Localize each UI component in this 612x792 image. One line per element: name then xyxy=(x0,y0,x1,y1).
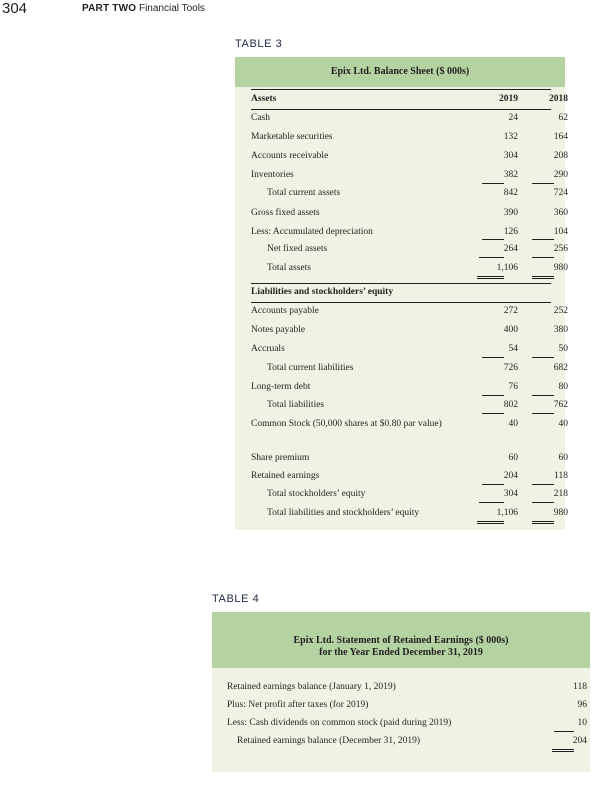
row-label: Accounts payable xyxy=(251,306,319,316)
row-value: 118 xyxy=(573,682,587,692)
value-2019: 726 xyxy=(503,363,518,373)
part-label: PART TWO xyxy=(82,3,137,14)
value-2019: 40 xyxy=(508,419,518,429)
table-row xyxy=(251,244,568,258)
value-2018: 40 xyxy=(558,419,568,429)
subtotal-underline xyxy=(482,357,504,358)
table-row xyxy=(251,471,568,485)
subtotal-underline xyxy=(479,502,504,503)
row-label: Net fixed assets xyxy=(267,244,328,254)
table-row xyxy=(251,188,568,202)
value-2018: 380 xyxy=(553,325,568,335)
value-2018: 104 xyxy=(553,227,568,237)
balance-sheet-table xyxy=(235,57,568,530)
top-rule xyxy=(251,89,551,90)
value-2019: 400 xyxy=(503,325,518,335)
value-2018: 80 xyxy=(558,382,568,392)
table-row xyxy=(251,508,568,522)
col-2018-header: 2018 xyxy=(549,94,568,104)
table-row xyxy=(251,489,568,503)
subtotal-underline xyxy=(482,183,504,184)
subtotal-underline xyxy=(479,257,504,258)
row-label: Common Stock (50,000 shares at $0.80 par value) xyxy=(251,419,442,429)
row-label: Retained earnings xyxy=(251,471,320,481)
table-row xyxy=(251,170,568,184)
value-2018: 762 xyxy=(553,400,568,410)
subtotal-underline xyxy=(482,239,504,240)
liabilities-heading: Liabilities and stockholders’ equity xyxy=(251,287,394,297)
assets-heading: Assets xyxy=(251,94,277,104)
row-label: Cash xyxy=(251,113,270,123)
subtotal-underline xyxy=(532,183,554,184)
subtotal-underline xyxy=(482,484,504,485)
total-double-underline xyxy=(552,749,574,752)
value-2018: 724 xyxy=(553,188,568,198)
subtotal-underline xyxy=(554,731,574,732)
table-row xyxy=(251,363,568,377)
table-row xyxy=(227,718,587,732)
value-2019: 802 xyxy=(503,400,518,410)
value-2019: 24 xyxy=(508,113,518,123)
row-label: Total stockholders’ equity xyxy=(267,489,366,499)
value-2019: 132 xyxy=(503,132,518,142)
subtotal-underline xyxy=(532,484,554,485)
chapter-title: Financial Tools xyxy=(138,3,205,14)
row-label: Notes payable xyxy=(251,325,306,335)
total-double-underline xyxy=(477,521,504,524)
value-2018: 290 xyxy=(553,170,568,180)
row-label: Total liabilities and stockholders’ equity xyxy=(267,508,420,518)
value-2018: 980 xyxy=(553,508,568,518)
table-row xyxy=(251,453,568,467)
value-2018: 50 xyxy=(558,344,568,354)
value-2018: 682 xyxy=(553,363,568,373)
table-row xyxy=(251,263,568,277)
table4-title-line2: for the Year Ended December 31, 2019 xyxy=(319,647,483,658)
table-row xyxy=(251,382,568,396)
subtotal-underline xyxy=(482,413,504,414)
row-value: 96 xyxy=(577,700,587,710)
value-2018: 360 xyxy=(553,208,568,218)
row-label: Inventories xyxy=(251,170,294,180)
row-value: 204 xyxy=(572,736,587,746)
table-row xyxy=(227,700,587,714)
table3-header-band xyxy=(235,57,565,87)
value-2018: 980 xyxy=(553,263,568,273)
running-head xyxy=(82,3,205,14)
table-row xyxy=(251,113,568,127)
table-row xyxy=(251,306,568,320)
page-number: 304 xyxy=(2,0,28,17)
column-header-row xyxy=(251,94,568,108)
row-label: Plus: Net profit after taxes (for 2019) xyxy=(227,700,369,710)
table4-title-line1: Epix Ltd. Statement of Retained Earnings ($ 000s) xyxy=(293,635,509,646)
table-row xyxy=(251,151,568,165)
section-header-row xyxy=(251,287,551,301)
value-2019: 272 xyxy=(503,306,518,316)
row-value: 10 xyxy=(577,718,587,728)
value-2018: 164 xyxy=(553,132,568,142)
section-rule xyxy=(251,283,551,284)
subtotal-underline xyxy=(532,502,554,503)
table-row xyxy=(251,208,568,222)
value-2019: 382 xyxy=(503,170,518,180)
row-label: Total liabilities xyxy=(267,400,325,410)
row-label: Retained earnings balance (January 1, 2019) xyxy=(227,682,396,692)
value-2019: 204 xyxy=(503,471,518,481)
col-2019-header: 2019 xyxy=(499,94,518,104)
total-double-underline xyxy=(532,521,554,524)
table4-header-band xyxy=(212,612,590,668)
subtotal-underline xyxy=(532,257,554,258)
row-label: Accounts receivable xyxy=(251,151,329,161)
row-label: Long-term debt xyxy=(251,382,311,392)
table-row xyxy=(251,419,568,445)
value-2019: 264 xyxy=(503,244,518,254)
value-2019: 1,106 xyxy=(496,508,518,518)
value-2019: 390 xyxy=(503,208,518,218)
value-2019: 54 xyxy=(508,344,518,354)
value-2018: 62 xyxy=(558,113,568,123)
table-row xyxy=(251,132,568,146)
subtotal-underline xyxy=(532,413,554,414)
value-2019: 304 xyxy=(503,489,518,499)
retained-earnings-table xyxy=(212,612,590,772)
row-label: Total current liabilities xyxy=(267,363,354,373)
value-2019: 842 xyxy=(503,188,518,198)
header-rule xyxy=(251,109,551,110)
row-label: Accruals xyxy=(251,344,285,354)
value-2019: 304 xyxy=(503,151,518,161)
value-2018: 218 xyxy=(553,489,568,499)
table-row xyxy=(251,344,568,358)
value-2019: 126 xyxy=(503,227,518,237)
value-2019: 76 xyxy=(508,382,518,392)
table-row xyxy=(251,325,568,339)
table3-label: TABLE 3 xyxy=(235,38,283,50)
subtotal-underline xyxy=(532,395,554,396)
total-double-underline xyxy=(477,276,504,279)
value-2019: 60 xyxy=(508,453,518,463)
value-2018: 118 xyxy=(554,471,568,481)
table4-label: TABLE 4 xyxy=(212,593,260,605)
subtotal-underline xyxy=(532,239,554,240)
row-label: Retained earnings balance (December 31, 2019) xyxy=(237,736,421,746)
table-row xyxy=(251,227,568,241)
subtotal-underline xyxy=(482,395,504,396)
subtotal-underline xyxy=(532,357,554,358)
table3-title: Epix Ltd. Balance Sheet ($ 000s) xyxy=(330,66,470,77)
value-2019: 1,106 xyxy=(496,263,518,273)
value-2018: 256 xyxy=(553,244,568,254)
row-label: Total assets xyxy=(267,263,311,273)
table-row xyxy=(251,400,568,414)
table-row xyxy=(227,736,587,750)
row-label: Marketable securities xyxy=(251,132,333,142)
row-label: Share premium xyxy=(251,453,310,463)
value-2018: 252 xyxy=(553,306,568,316)
total-double-underline xyxy=(532,276,554,279)
table-row xyxy=(227,682,587,696)
value-2018: 60 xyxy=(558,453,568,463)
row-label: Gross fixed assets xyxy=(251,208,320,218)
row-label: Total current assets xyxy=(267,188,341,198)
row-label: Less: Accumulated depreciation xyxy=(251,227,373,237)
row-label: Less: Cash dividends on common stock (paid during 2019) xyxy=(227,718,452,728)
value-2018: 208 xyxy=(553,151,568,161)
section-rule xyxy=(251,302,551,303)
